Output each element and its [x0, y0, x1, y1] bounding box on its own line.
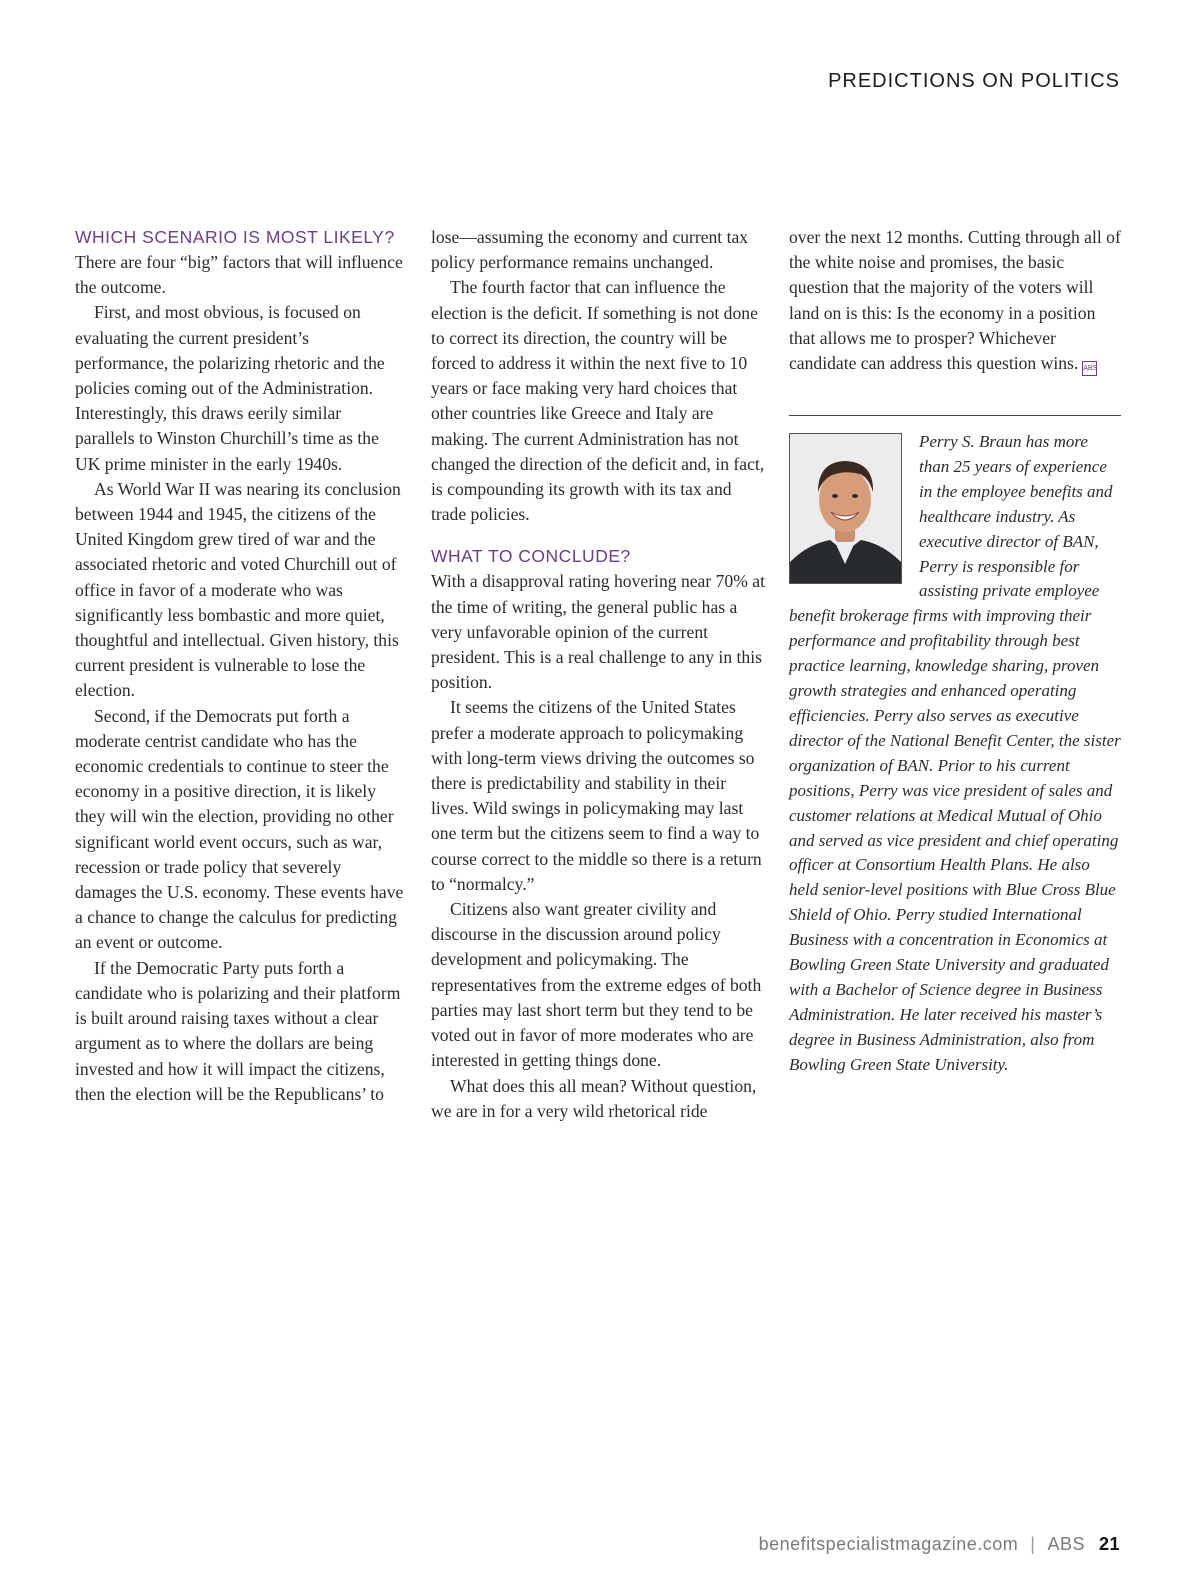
paragraph: It seems the citizens of the United States prefer a moderate approach to policymaking with long-term views driving the outcomes so there is predictability and stability in their lives. Wild swings in policymaking may last one term but the citizens seem to find a way to course correct to the middle so there is a return to “normalcy.”: [431, 697, 762, 894]
author-portrait-icon: [790, 434, 901, 583]
closing-text: over the next 12 months. Cutting through all of the white noise and promises, the basic question that the majority of the voters will land on is this: Is the economy in a position that allows me to prosper? Whichever candidate can address this question wins.: [789, 227, 1121, 374]
paragraph: As World War II was nearing its conclusion between 1944 and 1945, the citizens of the United Kingdom grew tired of war and the associated rhetoric and voted Churchill out of office in favor of a moderate who was significantly less bombastic and more quiet, thoughtful and intellectual. Given history, this current president is vulnerable to lose the election.: [75, 478, 401, 701]
paragraph: lose—assuming the economy and current tax policy performance remains unchanged.: [431, 227, 749, 273]
paragraph: With a disapproval rating hovering near 70% at the time of writing, the general public has a very unfavorable opinion of the current president. This is a real challenge to any in this position.: [431, 571, 765, 693]
article-column-2: [431, 225, 767, 1124]
section-title: PREDICTIONS ON POLITICS: [828, 70, 1120, 92]
paragraph: Second, if the Democrats put forth a moderate centrist candidate who has the economic credentials to continue to steer the economy in a positive direction, it is likely they will win the election, providing no other significant world event occurs, such as war, recession or trade policy that severely damages the U.S. economy. These events have a chance to change the calculus for predicting an event or outcome.: [75, 705, 404, 953]
article-column-1: [75, 225, 405, 1107]
subheading-which-scenario: WHICH SCENARIO IS MOST LIKELY?: [75, 227, 395, 247]
closing-paragraph: [789, 225, 1122, 376]
end-mark-icon: ABS: [1082, 361, 1097, 376]
author-photo: [789, 433, 902, 584]
paragraph: What does this all mean? Without question, we are in for a very wild rhetorical ride: [431, 1075, 757, 1121]
paragraph: Citizens also want greater civility and discourse in the discussion around policy development and policymaking. The representatives from the extreme edges of both parties may last short term but they tend to be voted out in favor of more moderates who are interested in getting things done.: [431, 899, 762, 1071]
author-bio: [789, 430, 1121, 1078]
subheading-what-to-conclude: WHAT TO CONCLUDE?: [431, 546, 631, 567]
paragraph: If the Democratic Party puts forth a candidate who is polarizing and their platform is built around raising taxes without a clear argument as to where the dollars are being invested and how it will impact the citizens, then the election will be the Republicans’ to: [75, 957, 401, 1104]
footer-publication: ABS: [1047, 1534, 1085, 1554]
paragraph: The fourth factor that can influence the election is the deficit. If something is not done to correct its direction, the country will be forced to address it within the next five to 10 years or face making very hard choices that other countries like Greece and Italy are making. The current Administration has not changed the direction of the deficit and, in fact, is compounding its growth with its tax and trade policies.: [431, 277, 765, 525]
article-column-3: [789, 225, 1122, 1074]
page-number: 21: [1098, 1534, 1120, 1554]
bio-text: Perry S. Braun has more than 25 years of experience in the employee benefits and healthcare industry. As executive director of BAN, Perry is responsible for assisting private employee benefit brokerage firms with improving their performance and profitability through best practice learning, knowledge sharing, proven growth strategies and enhanced operating efficiencies. Perry also serves as executive director of the National Benefit Center, the sister organization of BAN. Prior to his current positions, Perry was vice president of sales and customer relations at Medical Mutual of Ohio and served as vice president and chief operating officer at Consortium Health Plans. He also held senior-level positions with Blue Cross Blue Shield of Ohio. Perry studied International Business with a concentration in Economics at Bowling Green State University and graduated with a Bachelor of Science degree in Business Administration. He later received his master’s degree in Business Administration, also from Bowling Green State University.: [789, 432, 1121, 1074]
page-footer: [759, 1534, 1120, 1555]
paragraph: First, and most obvious, is focused on evaluating the current president’s performance, the polarizing rhetoric and the policies coming out of the Administration. Interestingly, this draws eerily similar parallels to Winston Churchill’s time as the UK prime minister in the early 1940s.: [75, 302, 385, 474]
footer-website: benefitspecialistmagazine.com: [758, 1534, 1019, 1554]
bio-divider: [789, 415, 1121, 416]
footer-separator: |: [1030, 1534, 1036, 1554]
paragraph: There are four “big” factors that will influence the outcome.: [75, 252, 403, 298]
